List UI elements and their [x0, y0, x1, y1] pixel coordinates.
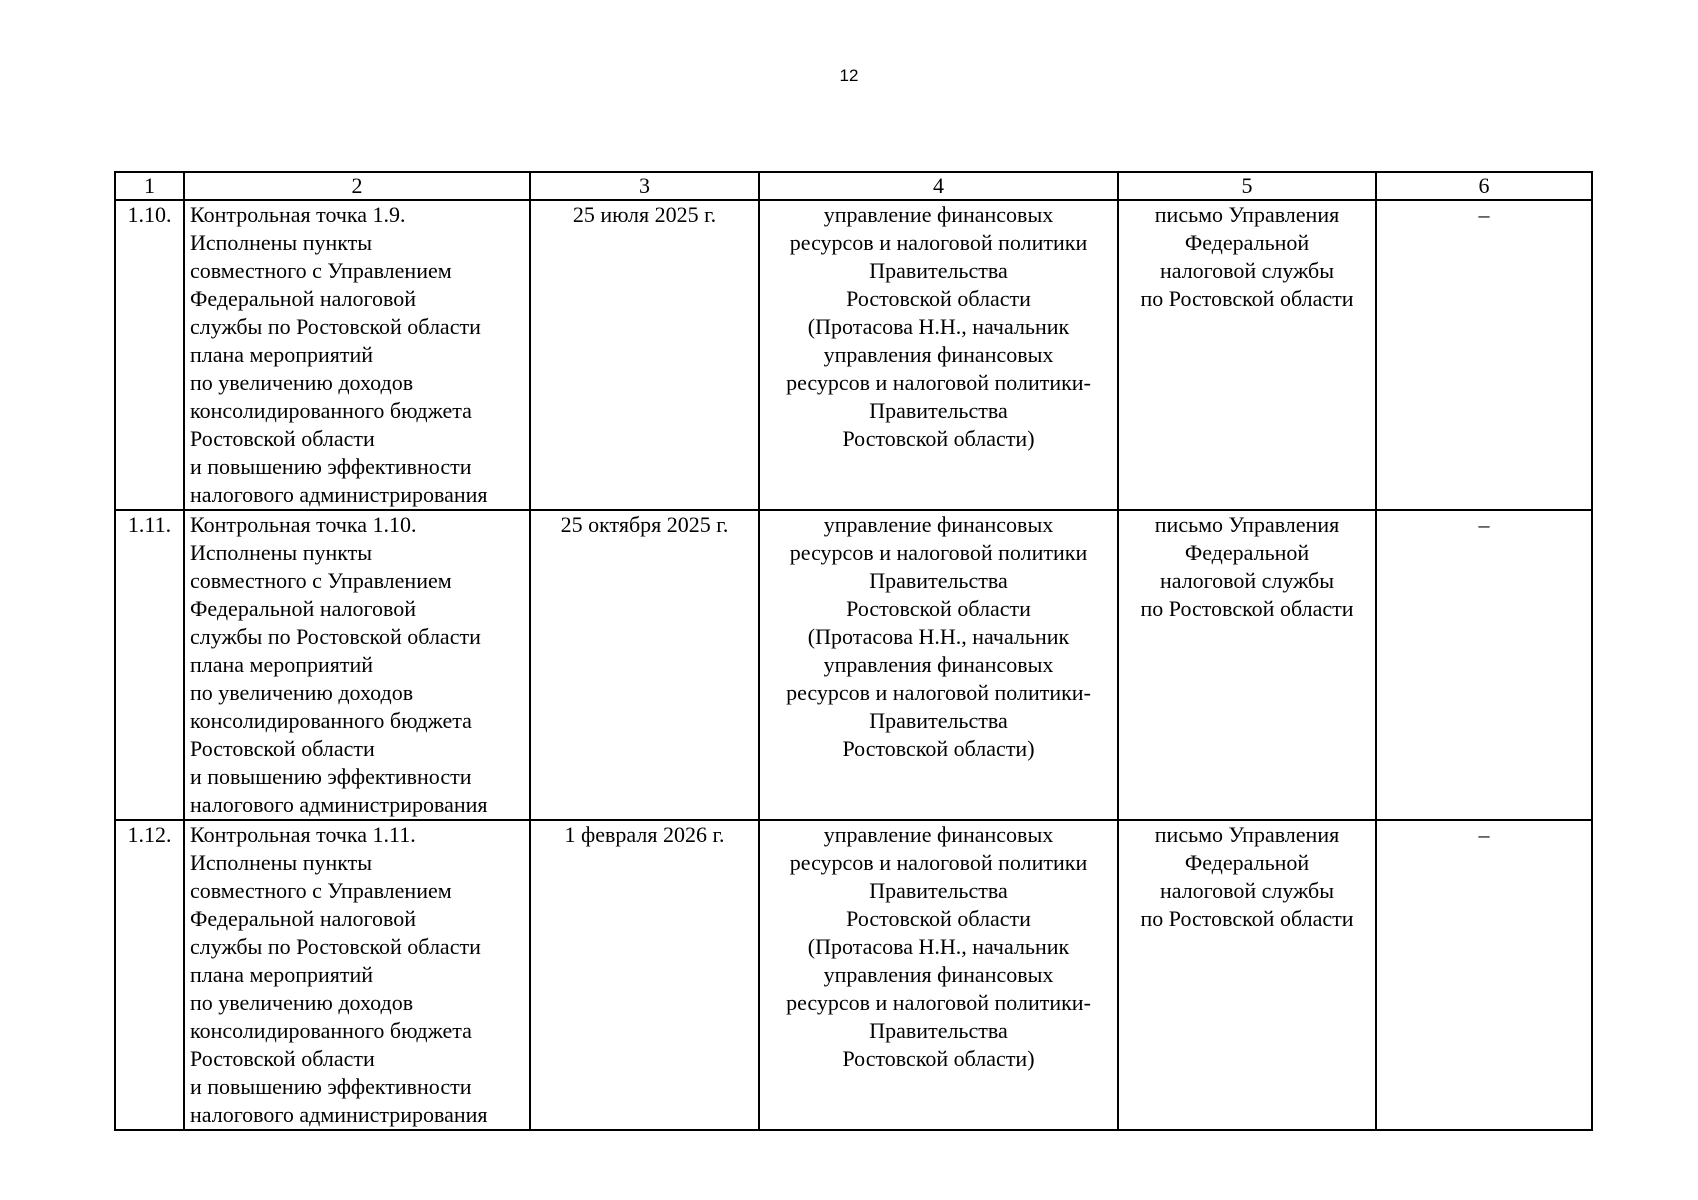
page-number: 12: [839, 66, 859, 85]
deadline-date: 25 октября 2025 г.: [530, 510, 759, 820]
responsible-executor: управление финансовых ресурсов и налоговой политики Правительства Ростовской области (Протасова Н.Н., начальник управления финансовых ресурсов и налоговой политики- Правительства Ростовской области): [759, 820, 1118, 1130]
note-cell: –: [1376, 200, 1592, 510]
note-cell: –: [1376, 820, 1592, 1130]
confirming-document: письмо Управления Федеральной налоговой службы по Ростовской области: [1118, 820, 1376, 1130]
deadline-date: 1 февраля 2026 г.: [530, 820, 759, 1130]
responsible-executor: управление финансовых ресурсов и налоговой политики Правительства Ростовской области (Протасова Н.Н., начальник управления финансовых ресурсов и налоговой политики- Правительства Ростовской области): [759, 510, 1118, 820]
column-header-4: 4: [759, 172, 1118, 200]
control-point-description: Контрольная точка 1.9. Исполнены пункты совместного с Управлением Федеральной налоговой службы по Ростовской области плана мероприятий по увеличению доходов консолидированного бюджета Ростовской области и повышению эффективности налогового администрирования: [184, 200, 530, 510]
table-header-row: [115, 172, 1592, 200]
row-number: 1.10.: [115, 200, 184, 510]
column-header-5: 5: [1118, 172, 1376, 200]
responsible-executor: управление финансовых ресурсов и налоговой политики Правительства Ростовской области (Протасова Н.Н., начальник управления финансовых ресурсов и налоговой политики- Правительства Ростовской области): [759, 200, 1118, 510]
column-header-1: 1: [115, 172, 184, 200]
table-row: [115, 820, 1592, 1130]
table-row: [115, 510, 1592, 820]
control-point-description: Контрольная точка 1.11. Исполнены пункты совместного с Управлением Федеральной налоговой службы по Ростовской области плана мероприятий по увеличению доходов консолидированного бюджета Ростовской области и повышению эффективности налогового администрирования: [184, 820, 530, 1130]
row-number: 1.12.: [115, 820, 184, 1130]
note-cell: –: [1376, 510, 1592, 820]
column-header-3: 3: [530, 172, 759, 200]
table-row: [115, 200, 1592, 510]
control-points-table: [114, 171, 1593, 1131]
control-point-description: Контрольная точка 1.10. Исполнены пункты совместного с Управлением Федеральной налоговой службы по Ростовской области плана мероприятий по увеличению доходов консолидированного бюджета Ростовской области и повышению эффективности налогового администрирования: [184, 510, 530, 820]
column-header-2: 2: [184, 172, 530, 200]
row-number: 1.11.: [115, 510, 184, 820]
confirming-document: письмо Управления Федеральной налоговой службы по Ростовской области: [1118, 200, 1376, 510]
confirming-document: письмо Управления Федеральной налоговой службы по Ростовской области: [1118, 510, 1376, 820]
deadline-date: 25 июля 2025 г.: [530, 200, 759, 510]
column-header-6: 6: [1376, 172, 1592, 200]
